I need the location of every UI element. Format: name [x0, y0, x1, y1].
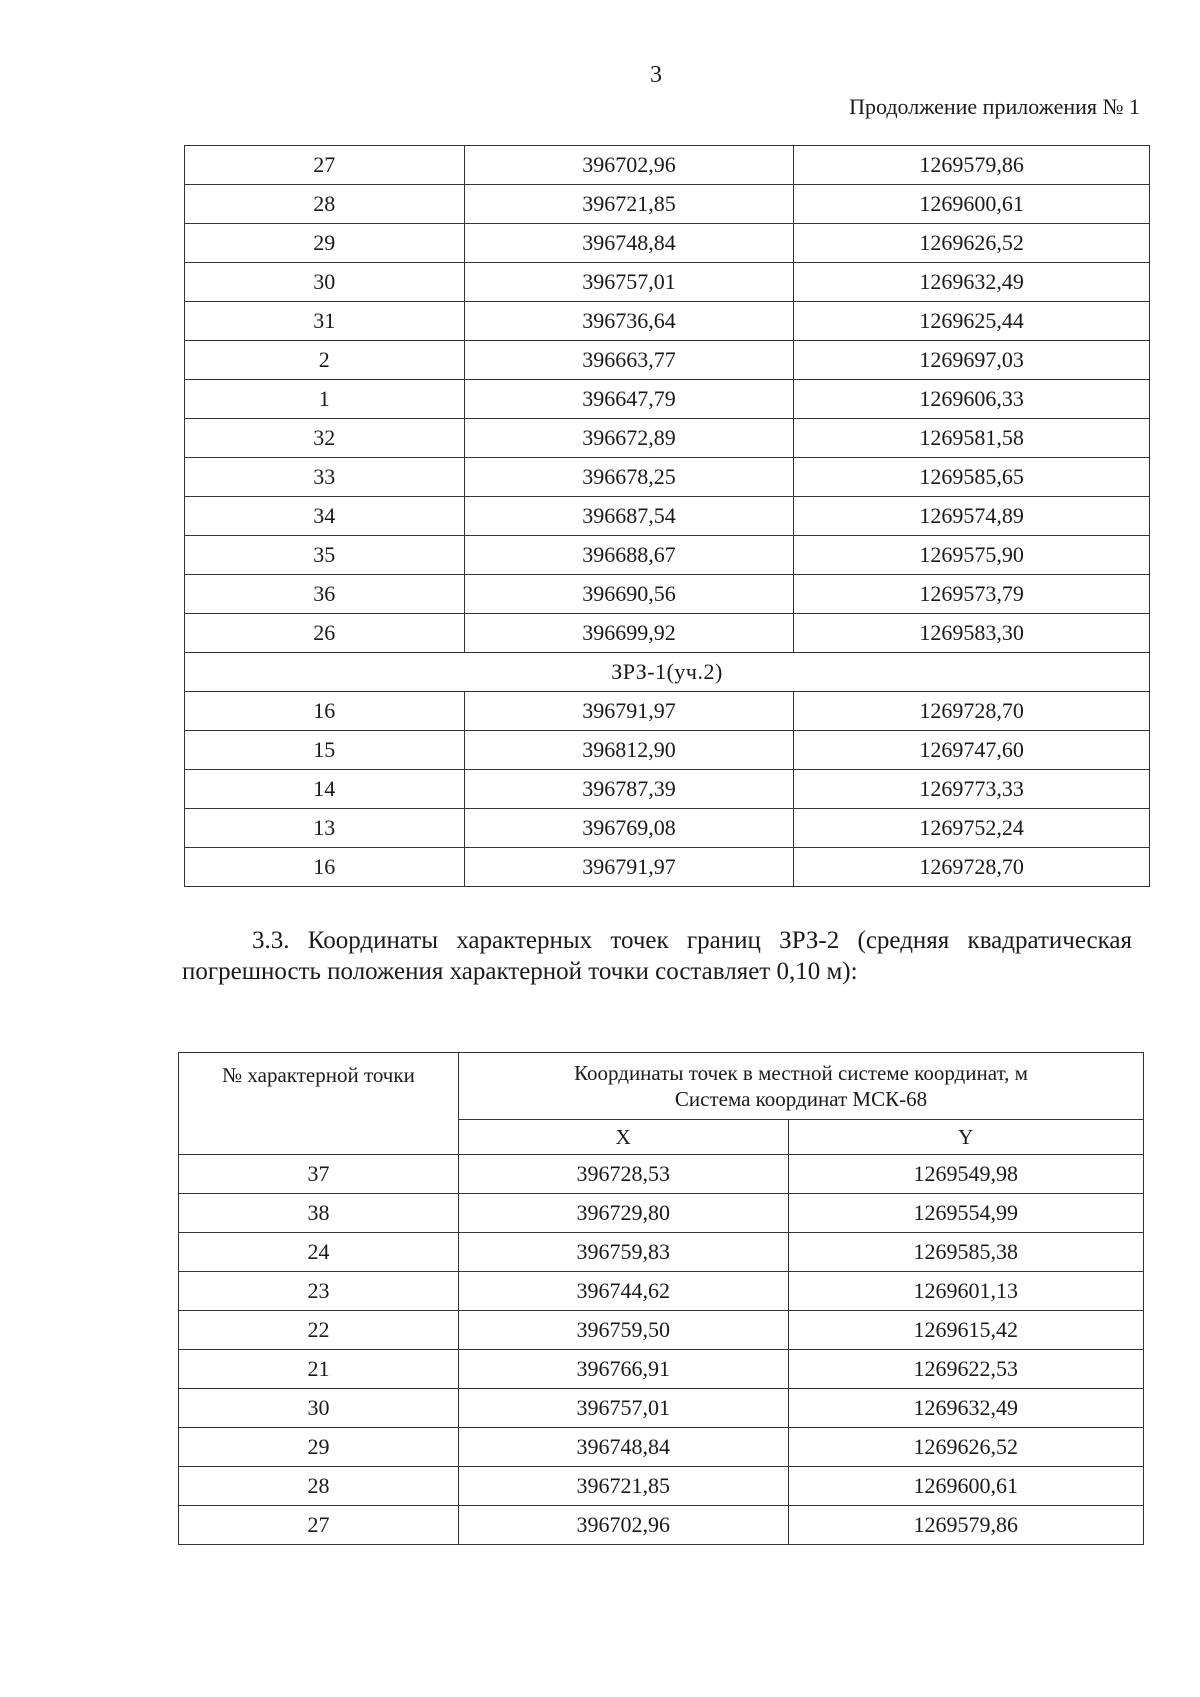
table-row	[185, 575, 1150, 614]
table-row	[185, 731, 1150, 770]
y-coordinate: 1269600,61	[794, 185, 1150, 224]
y-coordinate: 1269606,33	[794, 380, 1150, 419]
table-row	[185, 614, 1150, 653]
x-coordinate: 396728,53	[458, 1155, 788, 1194]
x-coordinate: 396759,50	[458, 1311, 788, 1350]
header-point-number: № характерной точки	[179, 1053, 459, 1155]
table-row	[185, 224, 1150, 263]
table-row	[185, 380, 1150, 419]
table-row	[185, 146, 1150, 185]
x-coordinate: 396678,25	[464, 458, 794, 497]
y-coordinate: 1269581,58	[794, 419, 1150, 458]
point-number: 24	[179, 1233, 459, 1272]
y-coordinate: 1269574,89	[794, 497, 1150, 536]
point-number: 32	[185, 419, 465, 458]
y-coordinate: 1269615,42	[788, 1311, 1143, 1350]
point-number: 28	[185, 185, 465, 224]
table-row	[185, 263, 1150, 302]
y-coordinate: 1269549,98	[788, 1155, 1143, 1194]
y-coordinate: 1269728,70	[794, 692, 1150, 731]
y-coordinate: 1269573,79	[794, 575, 1150, 614]
point-number: 2	[185, 341, 465, 380]
table-row	[185, 692, 1150, 731]
header-coordinates-line1: Координаты точек в местной системе координат, м	[574, 1061, 1028, 1085]
x-coordinate: 396663,77	[464, 341, 794, 380]
point-number: 30	[179, 1389, 459, 1428]
table-row	[179, 1350, 1144, 1389]
x-coordinate: 396702,96	[458, 1506, 788, 1545]
y-coordinate: 1269575,90	[794, 536, 1150, 575]
point-number: 23	[179, 1272, 459, 1311]
y-coordinate: 1269632,49	[788, 1389, 1143, 1428]
x-coordinate: 396699,92	[464, 614, 794, 653]
x-coordinate: 396647,79	[464, 380, 794, 419]
table-row	[185, 848, 1150, 887]
point-number: 22	[179, 1311, 459, 1350]
point-number: 26	[185, 614, 465, 653]
point-number: 37	[179, 1155, 459, 1194]
x-coordinate: 396702,96	[464, 146, 794, 185]
y-coordinate: 1269579,86	[788, 1506, 1143, 1545]
table-row	[179, 1389, 1144, 1428]
appendix-note: Продолжение приложения № 1	[849, 94, 1140, 119]
x-coordinate: 396721,85	[464, 185, 794, 224]
x-coordinate: 396748,84	[464, 224, 794, 263]
paragraph-text: 3.3. Координаты характерных точек границ ЗРЗ-2 (средняя квадратическая погрешность положения характерной точки составляет 0,10 м):	[182, 927, 1132, 985]
y-coordinate: 1269626,52	[788, 1428, 1143, 1467]
point-number: 30	[185, 263, 465, 302]
table-row	[185, 497, 1150, 536]
y-coordinate: 1269773,33	[794, 770, 1150, 809]
point-number: 27	[185, 146, 465, 185]
y-coordinate: 1269625,44	[794, 302, 1150, 341]
x-coordinate: 396791,97	[464, 848, 794, 887]
point-number: 29	[185, 224, 465, 263]
table-row	[179, 1311, 1144, 1350]
y-coordinate: 1269728,70	[794, 848, 1150, 887]
header-x: X	[458, 1120, 788, 1155]
table-row	[179, 1233, 1144, 1272]
x-coordinate: 396812,90	[464, 731, 794, 770]
x-coordinate: 396748,84	[458, 1428, 788, 1467]
point-number: 34	[185, 497, 465, 536]
x-coordinate: 396757,01	[458, 1389, 788, 1428]
page-number: 3	[650, 62, 662, 88]
x-coordinate: 396744,62	[458, 1272, 788, 1311]
y-coordinate: 1269600,61	[788, 1467, 1143, 1506]
y-coordinate: 1269585,38	[788, 1233, 1143, 1272]
table-row	[185, 458, 1150, 497]
coordinates-table-zrz-2	[178, 1052, 1144, 1545]
point-number: 16	[185, 692, 465, 731]
table-row	[185, 419, 1150, 458]
header-y: Y	[788, 1120, 1143, 1155]
table-row	[185, 185, 1150, 224]
table-row	[185, 341, 1150, 380]
x-coordinate: 396791,97	[464, 692, 794, 731]
point-number: 31	[185, 302, 465, 341]
table-row	[185, 770, 1150, 809]
y-coordinate: 1269554,99	[788, 1194, 1143, 1233]
point-number: 21	[179, 1350, 459, 1389]
table-row	[185, 809, 1150, 848]
point-number: 1	[185, 380, 465, 419]
x-coordinate: 396769,08	[464, 809, 794, 848]
header-coordinates	[458, 1053, 1143, 1120]
y-coordinate: 1269622,53	[788, 1350, 1143, 1389]
point-number: 27	[179, 1506, 459, 1545]
x-coordinate: 396766,91	[458, 1350, 788, 1389]
header-coordinates-line2: Система координат МСК-68	[674, 1087, 928, 1111]
table-row	[185, 536, 1150, 575]
y-coordinate: 1269747,60	[794, 731, 1150, 770]
table-row	[179, 1428, 1144, 1467]
y-coordinate: 1269583,30	[794, 614, 1150, 653]
table-row	[179, 1155, 1144, 1194]
point-number: 15	[185, 731, 465, 770]
point-number: 35	[185, 536, 465, 575]
table-row	[185, 302, 1150, 341]
x-coordinate: 396757,01	[464, 263, 794, 302]
table-header-row	[179, 1053, 1144, 1120]
y-coordinate: 1269585,65	[794, 458, 1150, 497]
x-coordinate: 396759,83	[458, 1233, 788, 1272]
y-coordinate: 1269697,03	[794, 341, 1150, 380]
y-coordinate: 1269626,52	[794, 224, 1150, 263]
x-coordinate: 396688,67	[464, 536, 794, 575]
section-row	[185, 653, 1150, 692]
point-number: 38	[179, 1194, 459, 1233]
x-coordinate: 396736,64	[464, 302, 794, 341]
point-number: 28	[179, 1467, 459, 1506]
point-number: 36	[185, 575, 465, 614]
y-coordinate: 1269632,49	[794, 263, 1150, 302]
table-row	[179, 1272, 1144, 1311]
point-number: 13	[185, 809, 465, 848]
section-label: ЗРЗ-1(уч.2)	[185, 653, 1150, 692]
point-number: 29	[179, 1428, 459, 1467]
x-coordinate: 396687,54	[464, 497, 794, 536]
point-number: 14	[185, 770, 465, 809]
table-row	[179, 1506, 1144, 1545]
x-coordinate: 396690,56	[464, 575, 794, 614]
point-number: 16	[185, 848, 465, 887]
y-coordinate: 1269579,86	[794, 146, 1150, 185]
y-coordinate: 1269752,24	[794, 809, 1150, 848]
table-row	[179, 1194, 1144, 1233]
x-coordinate: 396787,39	[464, 770, 794, 809]
x-coordinate: 396721,85	[458, 1467, 788, 1506]
point-number: 33	[185, 458, 465, 497]
x-coordinate: 396672,89	[464, 419, 794, 458]
y-coordinate: 1269601,13	[788, 1272, 1143, 1311]
x-coordinate: 396729,80	[458, 1194, 788, 1233]
table-row	[179, 1467, 1144, 1506]
section-3-3-paragraph	[182, 925, 1132, 987]
coordinates-table-continued	[184, 145, 1150, 887]
